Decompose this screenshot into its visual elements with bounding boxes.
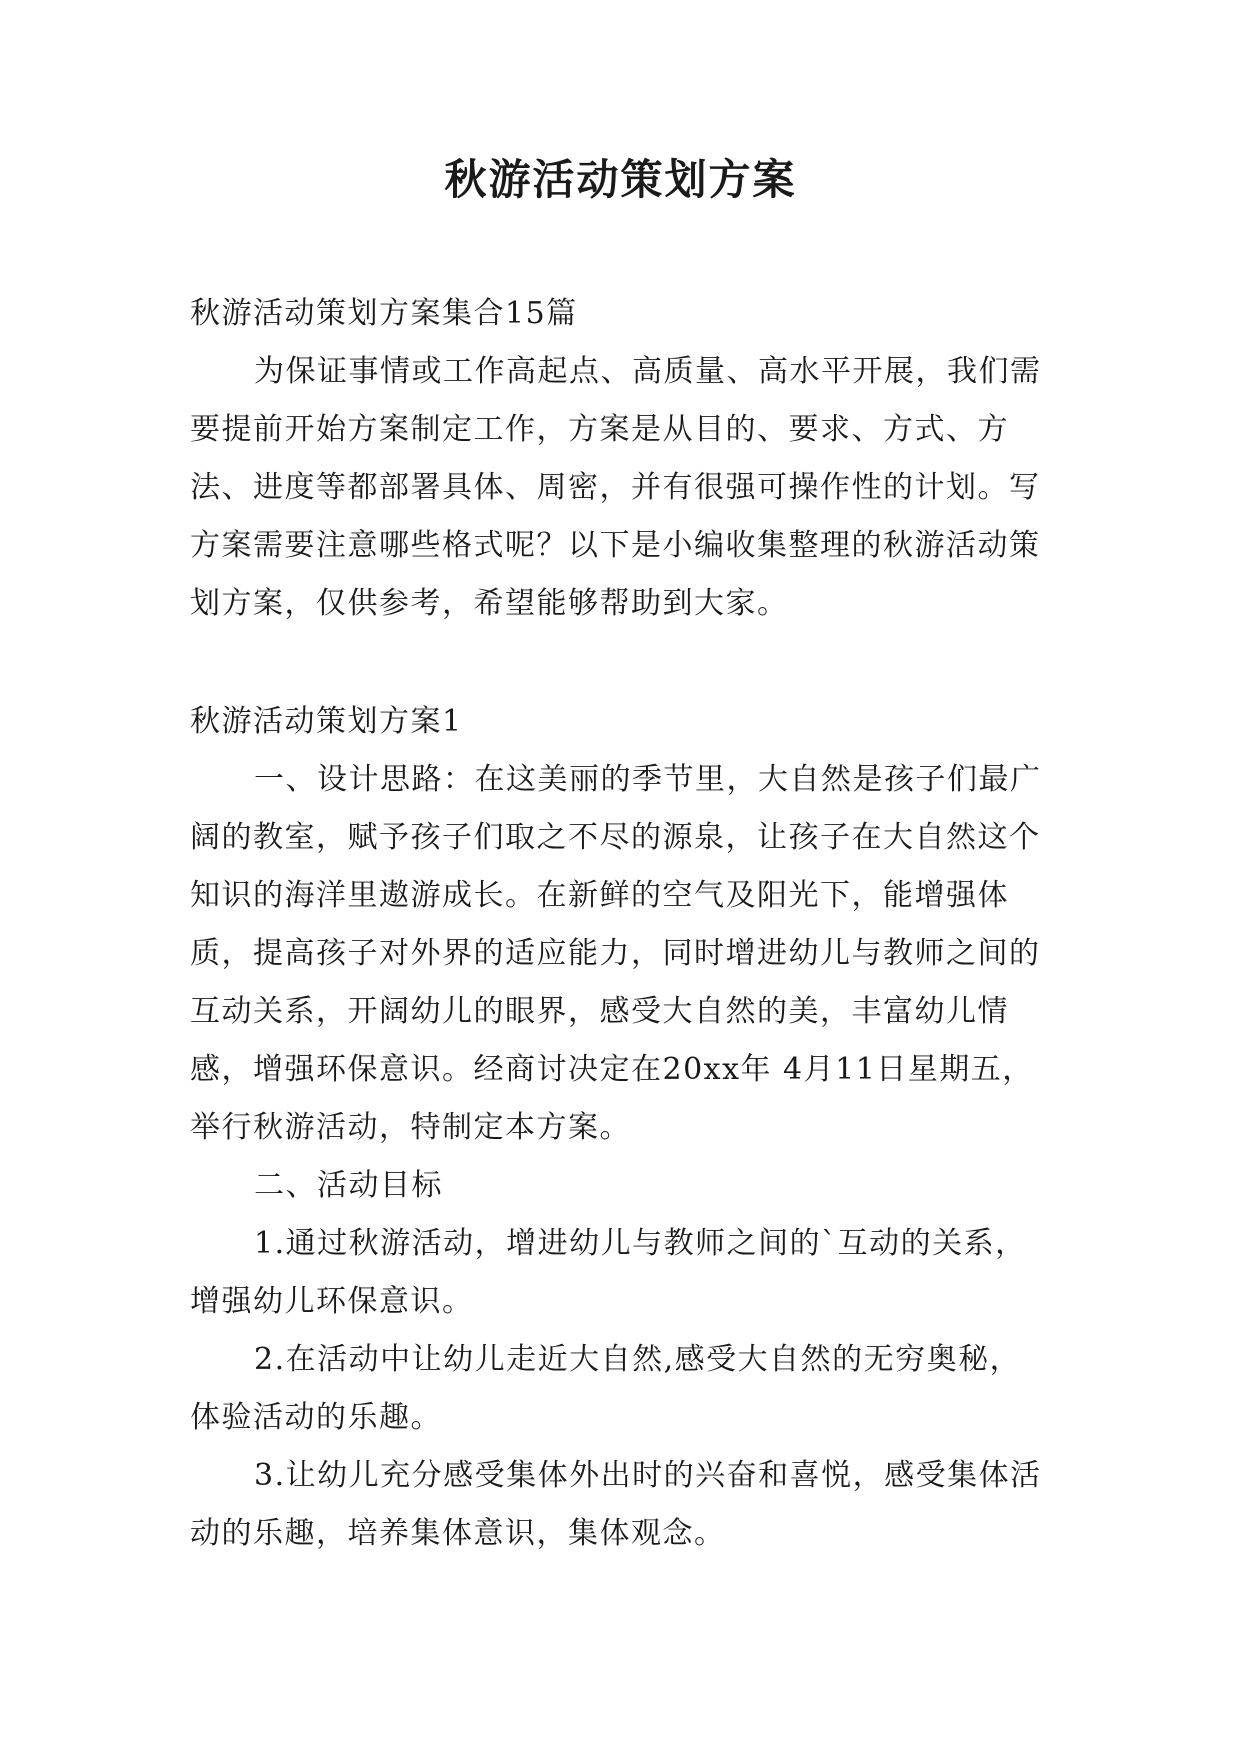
document-title: 秋游活动策划方案 (444, 155, 797, 204)
design-idea-paragraph: 一、设计思路：在这美丽的季节里，大自然是孩子们最广阔的教室，赋予孩子们取之不尽的源泉，让孩子在大自然这个知识的海洋里遨游成长。在新鲜的空气及阳光下，能增强体质，提高孩子对外界的适应能力，同时增进幼儿与教师之间的互动关系，开阔幼儿的眼界，感受大自然的美，丰富幼儿情感，增强环保意识。经商讨决定在20xx年 4月11日星期五，举行秋游活动，特制定本方案。 (190, 762, 1042, 1145)
document-body (190, 285, 1050, 1563)
section-heading: 秋游活动策划方案1 (190, 704, 463, 739)
goals-heading: 二、活动目标 (254, 1168, 443, 1203)
goal-item-2: 2.在活动中让幼儿走近大自然,感受大自然的无穷奥秘，体验活动的乐趣。 (190, 1342, 1022, 1435)
goal-item-1: 1.通过秋游活动，增进幼儿与教师之间的`互动的关系，增强幼儿环保意识。 (190, 1226, 1027, 1319)
collection-subtitle: 秋游活动策划方案集合15篇 (190, 296, 578, 331)
goal-item-3: 3.让幼儿充分感受集体外出时的兴奋和喜悦，感受集体活动的乐趣，培养集体意识，集体观念。 (190, 1458, 1042, 1551)
section-spacer (190, 633, 1050, 693)
intro-paragraph: 为保证事情或工作高起点、高质量、高水平开展，我们需要提前开始方案制定工作，方案是从目的、要求、方式、方法、进度等都部署具体、周密，并有很强可操作性的计划。写方案需要注意哪些格式呢？以下是小编收集整理的秋游活动策划方案，仅供参考，希望能够帮助到大家。 (190, 354, 1042, 621)
